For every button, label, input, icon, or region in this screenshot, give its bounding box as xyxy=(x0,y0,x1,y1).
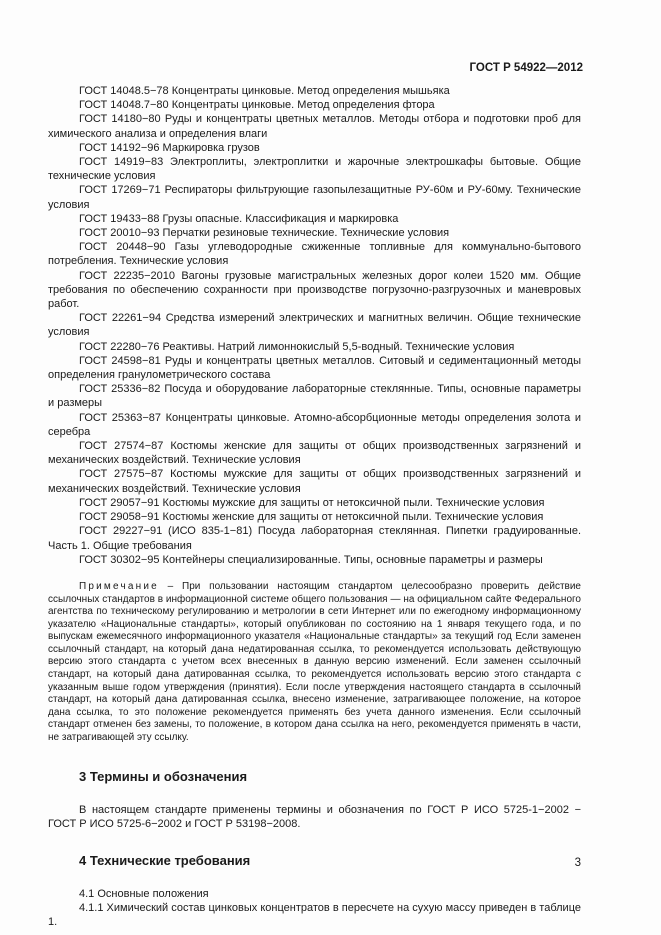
reference-item: ГОСТ 20010−93 Перчатки резиновые технические. Технические условия xyxy=(79,227,450,240)
reference-item: ГОСТ 25336−82 Посуда и оборудование лабораторные стеклянные. Типы, основные параметры и размеры xyxy=(48,383,581,410)
reference-item: ГОСТ 30302−95 Контейнеры специализированные. Типы, основные параметры и размеры xyxy=(79,553,543,566)
reference-item: ГОСТ 25363−87 Концентраты цинковые. Атомно-абсорбционные методы определения золота и серебра xyxy=(48,411,581,438)
note-block xyxy=(48,581,581,745)
reference-item: ГОСТ 14919−83 Электроплиты, электроплитки и жарочные электрошкафы бытовые. Общие технические условия xyxy=(48,156,581,183)
reference-item: ГОСТ 27574−87 Костюмы женские для защиты от общих производственных загрязнений и механических воздействий. Технические условия xyxy=(48,440,581,467)
section-3-text: В настоящем стандарте применены термины и обозначения по ГОСТ Р ИСО 5725-1−2002 − ГОСТ Р ИСО 5725-6−2002 и ГОСТ Р 53198−2008. xyxy=(48,803,581,830)
reference-item: ГОСТ 29057−91 Костюмы мужские для защиты от нетоксичной пыли. Технические условия xyxy=(79,496,545,509)
page-content xyxy=(48,84,581,930)
page-number: 3 xyxy=(574,857,581,869)
reference-item: ГОСТ 22280−76 Реактивы. Натрий лимоннокислый 5,5-водный. Технические условия xyxy=(79,340,515,353)
clause-4-1-1-text: 4.1.1 Химический состав цинковых концентратов в пересчете на сухую массу приведен в таблице 1. xyxy=(48,902,581,929)
reference-item: ГОСТ 27575−87 Костюмы мужские для защиты от общих производственных загрязнений и механических воздействий. Технические условия xyxy=(48,468,581,495)
reference-item: ГОСТ 29227−91 (ИСО 835-1−81) Посуда лабораторная стеклянная. Пипетки градуированные. Часть 1. Общие требования xyxy=(48,525,581,552)
section-3-title: 3 Термины и обозначения xyxy=(79,768,248,784)
subsection-4-1-title: 4.1 Основные положения xyxy=(79,888,209,901)
reference-item: ГОСТ 24598−81 Руды и концентраты цветных металлов. Ситовый и седиментационный методы определения гранулометрического состава xyxy=(48,354,581,382)
reference-item: ГОСТ 14048.5−78 Концентраты цинковые. Метод определения мышьяка xyxy=(79,85,450,97)
section-4-title: 4 Технические требования xyxy=(79,853,251,869)
reference-item: ГОСТ 29058−91 Костюмы женские для защиты от нетоксичной пыли. Технические условия xyxy=(79,511,544,524)
reference-item: ГОСТ 14180−80 Руды и концентраты цветных металлов. Методы отбора и подготовки проб для химического анализа и определения влаги xyxy=(48,113,581,140)
reference-item: ГОСТ 19433−88 Грузы опасные. Классификация и маркировка xyxy=(79,212,399,225)
reference-item: ГОСТ 20448−90 Газы углеводородные сжиженные топливные для коммунально-бытового потребления. Технические условия xyxy=(48,241,581,268)
reference-item: ГОСТ 14048.7−80 Концентраты цинковые. Метод определения фтора xyxy=(79,99,435,112)
reference-item: ГОСТ 22261−94 Средства измерений электрических и магнитных величин. Общие технические условия xyxy=(48,312,581,339)
reference-item: ГОСТ 17269−71 Респираторы фильтрующие газопылезащитные РУ-60м и РУ-60му. Технические условия xyxy=(48,184,581,211)
normative-references-list xyxy=(48,84,581,567)
document-code: ГОСТ Р 54922—2012 xyxy=(469,62,583,74)
note-label: Примечание xyxy=(79,580,159,592)
reference-item: ГОСТ 14192−96 Маркировка грузов xyxy=(79,141,260,154)
note-text: – При пользовании настоящим стандартом целесообразно проверить действие ссылочных стандартов в информационной системе общего пользования — на официальном сайте Федерального агентства по техническому регулированию и метрологии в сети Интернет или по ежегодному информационному указателю «Национальные стандарты», который опубликован по состоянию на 1 января текущего года, и по выпускам ежемесячного информационного указателя «Национальные стандарты» за текущий год Если заменен ссылочный стандарт, на который дана недатированная ссылка, то рекомендуется использовать действующую версию этого стандарта с учетом всех внесенных в данную версию изменений. Если заменен ссылочный стандарт, на который дана датированная ссылка, то рекомендуется использовать версию этого стандарта с указанным выше годом утверждения (принятия). Если после утверждения настоящего стандарта в ссылочный стандарт, на который дана датированная ссылка, внесено изменение, затрагивающее положение, на которое дана ссылка, то это положение рекомендуется применять без учета данного изменения. Если ссылочный стандарт отменен без замены, то положение, в котором дана ссылка на него, рекомендуется применять в части, не затрагивающей эту ссылку. xyxy=(48,580,581,744)
reference-item: ГОСТ 22235−2010 Вагоны грузовые магистральных железных дорог колеи 1520 мм. Общие требования по обеспечению сохранности при производстве погрузочно-разгрузочных и маневровых работ. xyxy=(48,269,581,311)
